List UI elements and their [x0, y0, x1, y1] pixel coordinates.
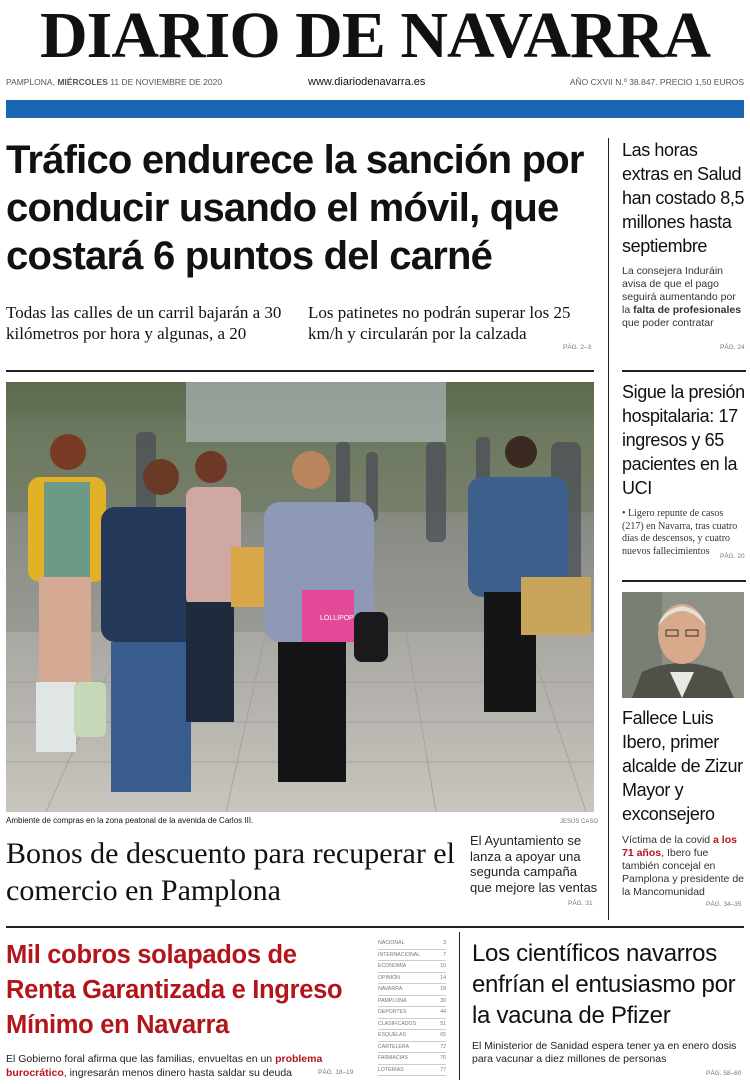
bottom-column-divider	[459, 932, 460, 1080]
side2-title[interactable]: Sigue la presión hospitalaria: 17 ingresos y 65 pacientes en la UCI	[622, 382, 745, 498]
renta-text-bold: problema burocrático	[6, 1053, 323, 1079]
index-item-label: CARTELERA	[378, 1043, 410, 1050]
renta-page-ref: PÁG. 18–19	[318, 1069, 354, 1076]
side1-text-b: que poder contratar	[622, 317, 714, 329]
side1-text-a: La consejera Induráin avisa de que el pago seguirá aumentando por la	[622, 265, 736, 316]
lead-subhead-right: Los patinetes no podrán superar los 25 km/h y circularán por la calzada	[308, 303, 571, 343]
index-item-page: 3	[443, 940, 446, 946]
lead-headline[interactable]: Tráfico endurece la sanción por conducir usando el móvil, que costará 6 puntos del carné	[6, 138, 584, 278]
index-item[interactable]	[378, 984, 446, 996]
masthead-title[interactable]: DIARIO DE NAVARRA	[39, 0, 710, 72]
side3-text-b: , Ibero fue también concejal en Pamplona y presidente de la Mancomunidad	[622, 847, 744, 898]
side3-text	[622, 834, 746, 899]
index-item-page: 7	[443, 951, 446, 958]
sidebar-divider	[622, 580, 746, 582]
sidebar-divider	[622, 370, 746, 372]
lead-page-ref: PÁG. 2–3	[563, 344, 592, 351]
index-item-label: LOTERÍAS	[378, 1066, 404, 1073]
index-item[interactable]	[378, 973, 446, 985]
renta-headline[interactable]: Mil cobros solapados de Renta Garantizada e Ingreso Mínimo en Navarra	[6, 941, 343, 1039]
photo-caption: Ambiente de compras en la zona peatonal de la avenida de Carlos III.	[6, 816, 254, 825]
edition-date	[6, 77, 222, 87]
side2-text: • Ligero repunte de casos (217) en Navarra, tras cuatro días de descensos, y cuatro nuevos fallecimientos	[622, 508, 738, 557]
renta-text	[6, 1052, 366, 1080]
section-index	[378, 938, 446, 1076]
weekday: MIÉRCOLES	[57, 77, 108, 87]
side1-page-ref: PÁG. 24	[720, 344, 745, 351]
index-item-label: DEPORTES	[378, 1009, 407, 1015]
index-item-page: 76	[440, 1055, 446, 1061]
index-item-page: 30	[440, 997, 446, 1004]
bonos-text: El Ayuntamiento se lanza a apoyar una segunda campaña que mejore las ventas	[470, 833, 598, 895]
index-item[interactable]	[378, 1065, 446, 1077]
renta-text-b: , ingresarán menos dinero hasta saldar su deuda	[63, 1067, 292, 1079]
website-link[interactable]: www.diariodenavarra.es	[308, 76, 426, 88]
column-divider	[608, 138, 609, 920]
index-item-label: OPINIÓN	[378, 974, 400, 981]
bonos-headline[interactable]: Bonos de descuento para recuperar el comercio en Pamplona	[6, 837, 455, 907]
index-item-page: 77	[440, 1066, 446, 1073]
index-item-label: NACIONAL	[378, 940, 405, 946]
bottom-section-divider	[6, 926, 744, 928]
edition-info: AÑO CXVII N.º 38.847. PRECIO 1,50 EUROS	[569, 77, 744, 87]
index-item-page: 10	[440, 963, 446, 969]
side2-page-ref: PÁG. 20	[720, 553, 745, 560]
index-item[interactable]	[378, 1007, 446, 1019]
portrait-photo[interactable]	[622, 592, 744, 698]
index-item-page: 44	[440, 1009, 446, 1015]
index-item-page: 65	[440, 1032, 446, 1038]
index-item-page: 14	[440, 974, 446, 981]
science-headline[interactable]: Los científicos navarros enfrían el entusiasmo por la vacuna de Pfizer	[472, 940, 736, 1029]
index-item-label: ESQUELAS	[378, 1032, 406, 1038]
photo-credit: JESÚS CASO	[560, 819, 599, 825]
index-item[interactable]	[378, 1042, 446, 1054]
bag-text: LOLLIPOP	[320, 615, 354, 622]
side1-text	[622, 265, 746, 330]
side3-page-ref: PÁG. 34–35	[706, 901, 742, 908]
side3-text-bold: a los 71 años	[622, 834, 737, 859]
index-item-page: 72	[440, 1043, 446, 1050]
date: 11 DE NOVIEMBRE DE 2020	[110, 77, 223, 87]
side3-title[interactable]: Fallece Luis Ibero, primer alcalde de Zizur Mayor y exconsejero	[622, 708, 743, 824]
index-item[interactable]	[378, 938, 446, 950]
index-item[interactable]	[378, 1030, 446, 1042]
index-item[interactable]	[378, 950, 446, 962]
side1-title[interactable]: Las horas extras en Salud han costado 8,5 millones hasta septiembre	[622, 140, 745, 256]
index-item-label: FARMACIAS	[378, 1055, 408, 1061]
index-item-label: CLASIFICADOS	[378, 1020, 417, 1027]
side3-text-a: Víctima de la covid	[622, 834, 714, 846]
index-item-label: PAMPLONA	[378, 997, 407, 1004]
main-photo[interactable]	[6, 382, 594, 812]
science-page-ref: PÁG. 58–60	[706, 1070, 742, 1077]
index-item[interactable]	[378, 1053, 446, 1065]
index-item[interactable]	[378, 996, 446, 1008]
city: PAMPLONA,	[6, 77, 55, 87]
section-divider	[6, 370, 594, 372]
science-text: El Ministerior de Sanidad espera tener ya en enero dosis para vacunar a diez millones de personas	[472, 1040, 737, 1065]
index-item-page: 18	[440, 986, 446, 992]
index-item-label: ECONOMÍA	[378, 963, 407, 969]
index-item[interactable]	[378, 1019, 446, 1031]
side1-text-bold: falta de profesionales	[633, 304, 742, 316]
renta-text-a: El Gobierno foral afirma que las familias, envueltas en un	[6, 1053, 276, 1065]
lead-subhead-left: Todas las calles de un carril bajarán a 30 kilómetros por hora y algunas, a 20	[6, 303, 282, 343]
index-item-label: INTERNACIONAL	[378, 951, 421, 958]
index-item-page: 51	[440, 1020, 446, 1027]
accent-bar	[6, 100, 744, 118]
index-item-label: NAVARRA	[378, 986, 403, 992]
index-item[interactable]	[378, 961, 446, 973]
bonos-page-ref: PÁG. 31	[568, 900, 593, 907]
